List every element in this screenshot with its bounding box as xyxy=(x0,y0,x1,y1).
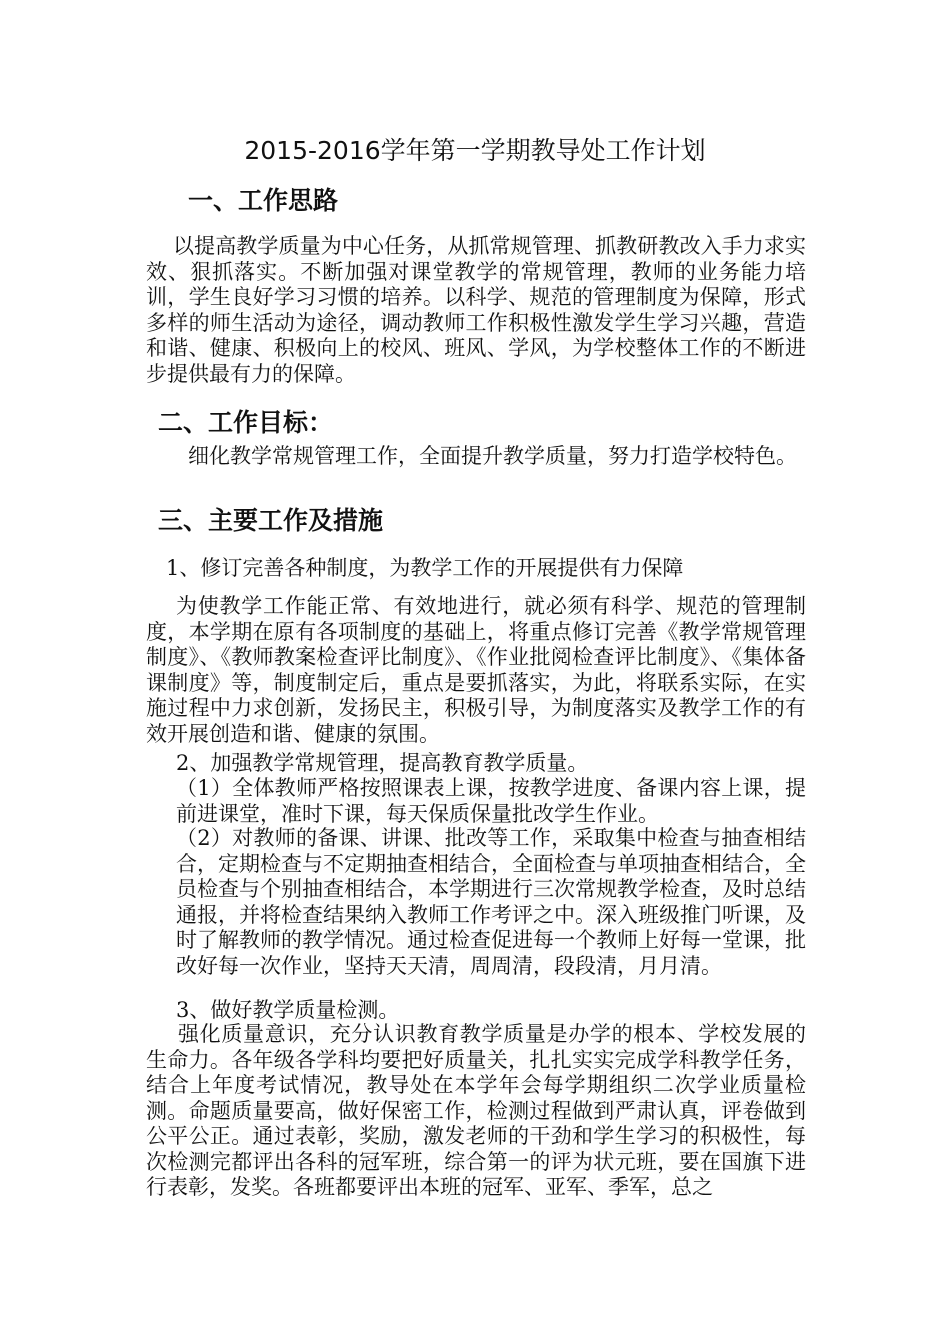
item-title-2: 2、加强教学常规管理，提高教育教学质量。 xyxy=(176,751,589,775)
item-title-3: 3、做好教学质量检测。 xyxy=(176,998,400,1022)
document-title: 2015-2016学年第一学期教导处工作计划 xyxy=(244,136,706,165)
item-title-1: 1、修订完善各种制度，为教学工作的开展提供有力保障 xyxy=(166,556,684,580)
section-body-work-ideas: 以提高教学质量为中心任务，从抓常规管理、抓教研教改入手力求实效、狠抓落实。不断加强对课堂教学的常规管理，教师的业务能力培训，学生良好学习习惯的培养。以科学、规范的管理制度为保障，形式多样的师生活动为途径，调动教师工作积极性激发学生学习兴趣，营造和谐、健康、积极向上的校风、班风、学风，为学校整体工作的不断进步提供最有力的保障。 xyxy=(146,234,806,386)
item-body-3: 强化质量意识，充分认识教育教学质量是办学的根本、学校发展的生命力。各年级各学科均要把好质量关，扎扎实实完成学科教学任务，结合上年度考试情况，教导处在本学年会每学期组织二次学业质量检测。命题质量要高，做好保密工作，检测过程做到严肃认真，评卷做到公平公正。通过表彰，奖励，激发老师的干劲和学生学习的积极性，每次检测完都评出各科的冠军班，综合第一的评为状元班，要在国旗下进行表彰，发奖。各班都要评出本班的冠军、亚军、季军，总之 xyxy=(146,1022,806,1199)
section-body-work-goals: 细化教学常规管理工作，全面提升教学质量，努力打造学校特色。 xyxy=(188,444,797,468)
item-subpoint-2-1: （1）全体教师严格按照课表上课，按教学进度、备课内容上课，提前进课堂，准时下课，每天保质保量批改学生作业。 xyxy=(176,776,806,826)
item-body-1: 为使教学工作能正常、有效地进行，就必须有科学、规范的管理制度，本学期在原有各项制度的基础上，将重点修订完善《教学常规管理制度》、《教师教案检查评比制度》、《作业批阅检查评比制度》、《集体备课制度》等，制度制定后，重点是要抓落实，为此，将联系实际，在实施过程中力求创新，发扬民主，积极引导，为制度落实及教学工作的有效开展创造和谐、健康的氛围。 xyxy=(146,594,806,746)
section-heading-work-ideas: 一、工作思路 xyxy=(188,186,339,215)
item-subpoint-2-2: （2）对教师的备课、讲课、批改等工作，采取集中检查与抽查相结合，定期检查与不定期抽查相结合，全面检查与单项抽查相结合，全员检查与个别抽查相结合，本学期进行三次常规教学检查，及时总结通报，并将检查结果纳入教师工作考评之中。深入班级推门听课，及时了解教师的教学情况。通过检查促进每一个教师上好每一堂课，批改好每一次作业，坚持天天清，周周清，段段清，月月清。 xyxy=(176,826,806,978)
section-heading-main-work: 三、主要工作及措施 xyxy=(158,506,384,535)
section-heading-work-goals: 二、工作目标： xyxy=(158,408,334,437)
